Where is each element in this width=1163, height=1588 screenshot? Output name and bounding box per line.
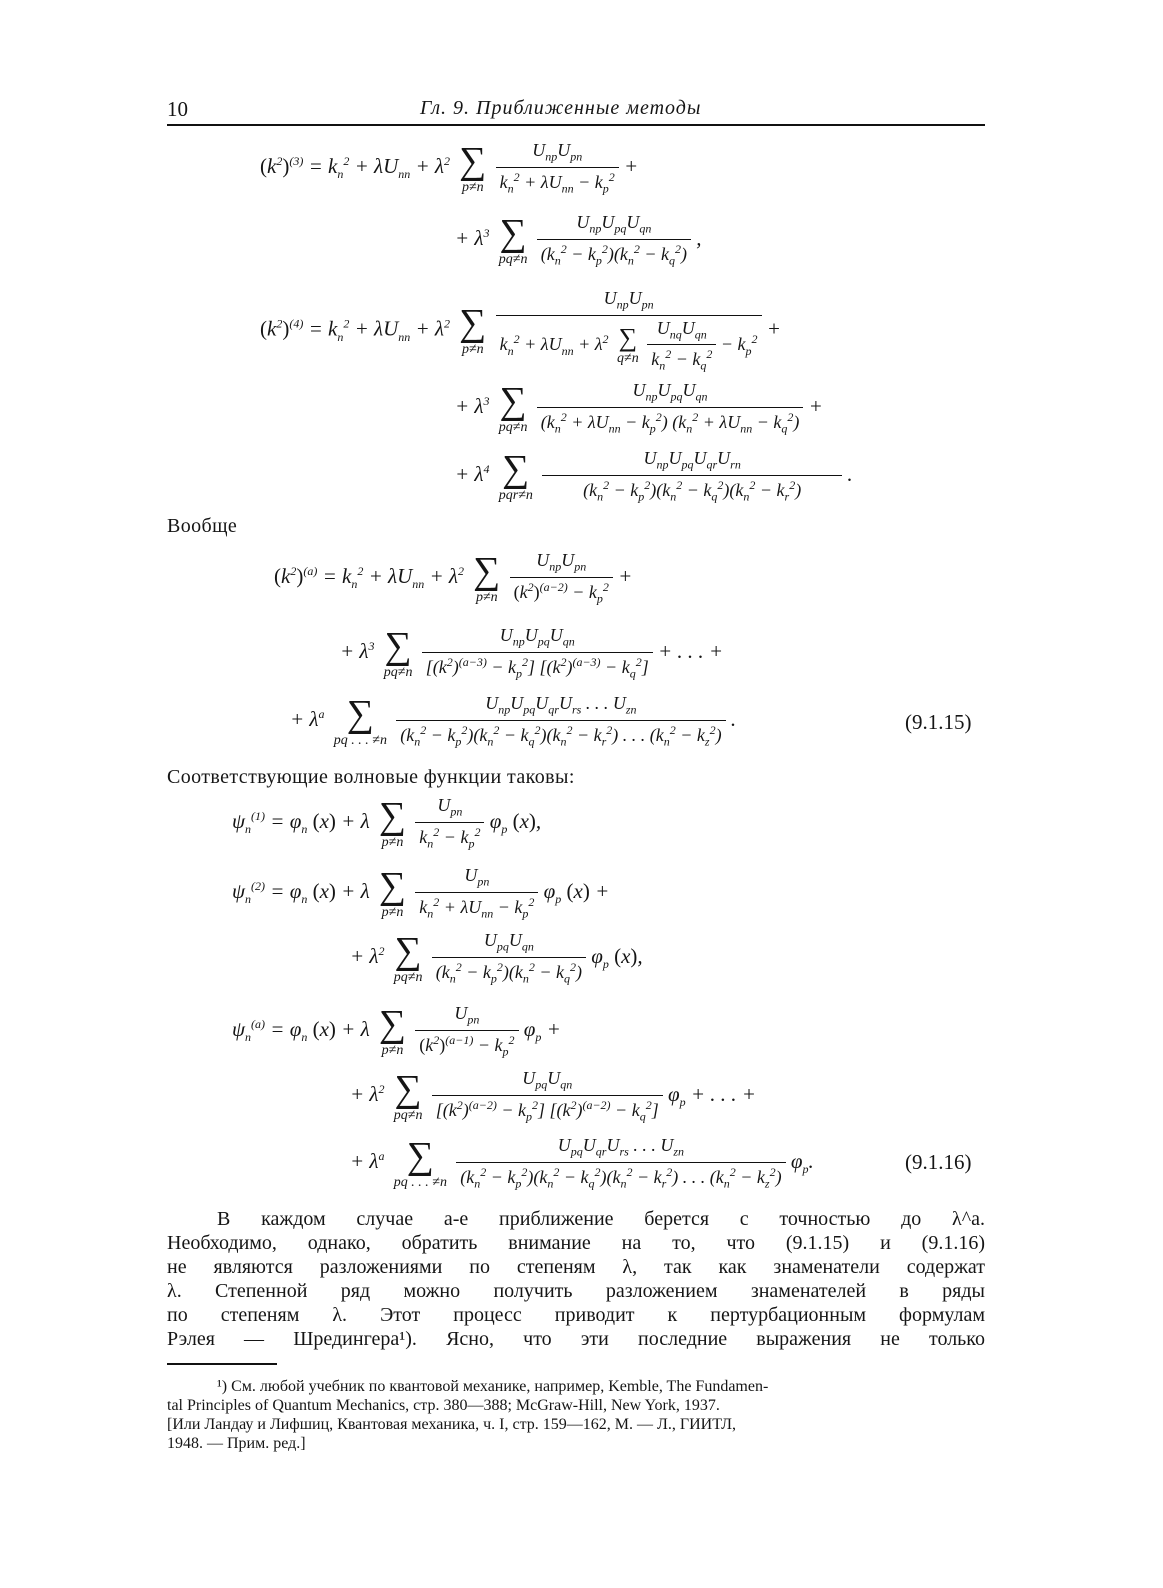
header-rule [167,124,985,126]
footnote-line: ¹) См. любой учебник по квантовой механике, например, Kemble, The Fundamen- [217,1378,769,1395]
footnote-line: [Или Ландау и Лифшиц, Квантовая механика, ч. I, стр. 159—162, М. — Л., ГИИТЛ, [167,1416,737,1433]
page-number: 10 [167,97,188,121]
equation-k2-a-line1: $(k^2)^{(a)} = k_n^2 + \lambda U_{nn} + \lambda^2$ ∑ p≠n $\frac{U_{np}U_{pn}}{(k^2)^{(a-2)} - k_p^2}$ + [274,549,633,606]
footnote-line: 1948. — Прим. ред.] [167,1435,306,1452]
equation-k2-3-line1: $(k^2)^{(3)} = k_n^2 + \lambda U_{nn} + \lambda^2$ ∑ p≠n $\frac{U_{np}U_{pn}}{k_n^2 + \lambda U_{nn} - k_p^2}$ + [260,139,639,196]
equation-number-9-1-16: (9.1.16) [905,1150,972,1174]
equation-psi-2-line1: $\psi_n^{(2)} = \varphi_n$ (x) + λ ∑ p≠n $\frac{U_{pn}}{k_n^2 + \lambda U_{nn} - k_p^2}$ $\varphi_p$ (x) + [232,864,610,921]
equation-k2-4-line1: $(k^2)^{(4)} = k_n^2 + \lambda U_{nn} + \lambda^2$ ∑ p≠n $U_{np}U_{pn}$ $k_n^2 + \lambda U_{nn} + \lambda^2$ ∑ q≠n $\frac{U_{nq}U_{qn}}{k_n^2 - k_q^2}$ − $k_p^2$ + [260,288,781,373]
paragraph-line: В каждом случае a-е приближение берется с точностью до λ^a. [217,1208,985,1230]
equation-psi-2-line2: + $\lambda^2$ ∑ pq≠n $\frac{U_{pq}U_{qn}}{(k_n^2 - k_p^2)(k_n^2 - k_q^2)}$ $\varphi_p$ (x), [350,929,643,986]
equation-psi-1: $\psi_n^{(1)} = \varphi_n$ (x) + λ ∑ p≠n $\frac{U_{pn}}{k_n^2 - k_p^2}$ $\varphi_p$ (x), [232,794,542,851]
equation-k2-4-line2: + $\lambda^3$ ∑ pq≠n $\frac{U_{np}U_{pq}U_{qn}}{(k_n^2 + \lambda U_{nn} - k_p^2) (k_n^2 + \lambda U_{nn} - k_q^2)}$ + [455,379,823,436]
equation-number-9-1-15: (9.1.15) [905,710,972,734]
equation-k2-a-line3: + $\lambda^a$ ∑ pq . . . ≠n $\frac{U_{np}U_{pq}U_{qr}U_{rs} . . . U_{zn}}{(k_n^2 - k_p^2)(k_n^2 - k_q^2)(k_n^2 - k_r^2) . . . (k_n^2 - k_z^2)}$ . [290,692,737,749]
paragraph-line: по степеням λ. Этот процесс приводит к пертурбационным формулам [167,1304,985,1326]
wavefunctions-intro: Соответствующие волновые функции таковы: [167,766,575,788]
equation-psi-a-line2: + $\lambda^2$ ∑ pq≠n $\frac{U_{pq}U_{qn}}{[(k^2)^{(a-2)} - k_p^2] [(k^2)^{(a-2)} - k_q^2]}$ $\varphi_p$ + . . . + [350,1067,756,1124]
equation-psi-a-line1: $\psi_n^{(a)} = \varphi_n$ (x) + λ ∑ p≠n $\frac{U_{pn}}{(k^2)^{(a-1)} - k_p^2}$ $\varphi_p$ + [232,1002,561,1059]
paragraph-line: Необходимо, однако, обратить внимание на то, что (9.1.15) и (9.1.16) [167,1232,985,1254]
equation-k2-4-line3: + $\lambda^4$ ∑ pqr≠n $\frac{U_{np}U_{pq}U_{qr}U_{rn}}{(k_n^2 - k_p^2)(k_n^2 - k_q^2)(k_n^2 - k_r^2)}$ . [455,447,853,504]
word-generally: Вообще [167,515,238,537]
equation-psi-a-line3: + $\lambda^a$ ∑ pq . . . ≠n $\frac{U_{pq}U_{qr}U_{rs} . . . U_{zn}}{(k_n^2 - k_p^2)(k_n^2 - k_q^2)(k_n^2 - k_r^2) . . . (k_n^2 - k_z^2)}$ $\varphi_p$. [350,1134,814,1191]
equation-k2-3-line2: + $\lambda^3$ ∑ pq≠n $\frac{U_{np}U_{pq}U_{qn}}{(k_n^2 - k_p^2)(k_n^2 - k_q^2)}$ , [455,211,702,268]
chapter-title: Гл. 9. Приближенные методы [420,97,702,119]
footnote-rule [167,1363,277,1365]
paragraph-line: не являются разложениями по степеням λ, так как знаменатели содержат [167,1256,985,1278]
equation-k2-a-line2: + $\lambda^3$ ∑ pq≠n $\frac{U_{np}U_{pq}U_{qn}}{[(k^2)^{(a-3)} - k_p^2] [(k^2)^{(a-3)} - k_q^2]}$ + . . . + [340,624,724,681]
paragraph-line: Рэлея — Шредингера¹). Ясно, что эти последние выражения не только [167,1328,985,1350]
paragraph-line: λ. Степенной ряд можно получить разложением знаменателей в ряды [167,1280,985,1302]
footnote-line: tal Principles of Quantum Mechanics, стр. 380—388; McGraw-Hill, New York, 1937. [167,1397,720,1414]
